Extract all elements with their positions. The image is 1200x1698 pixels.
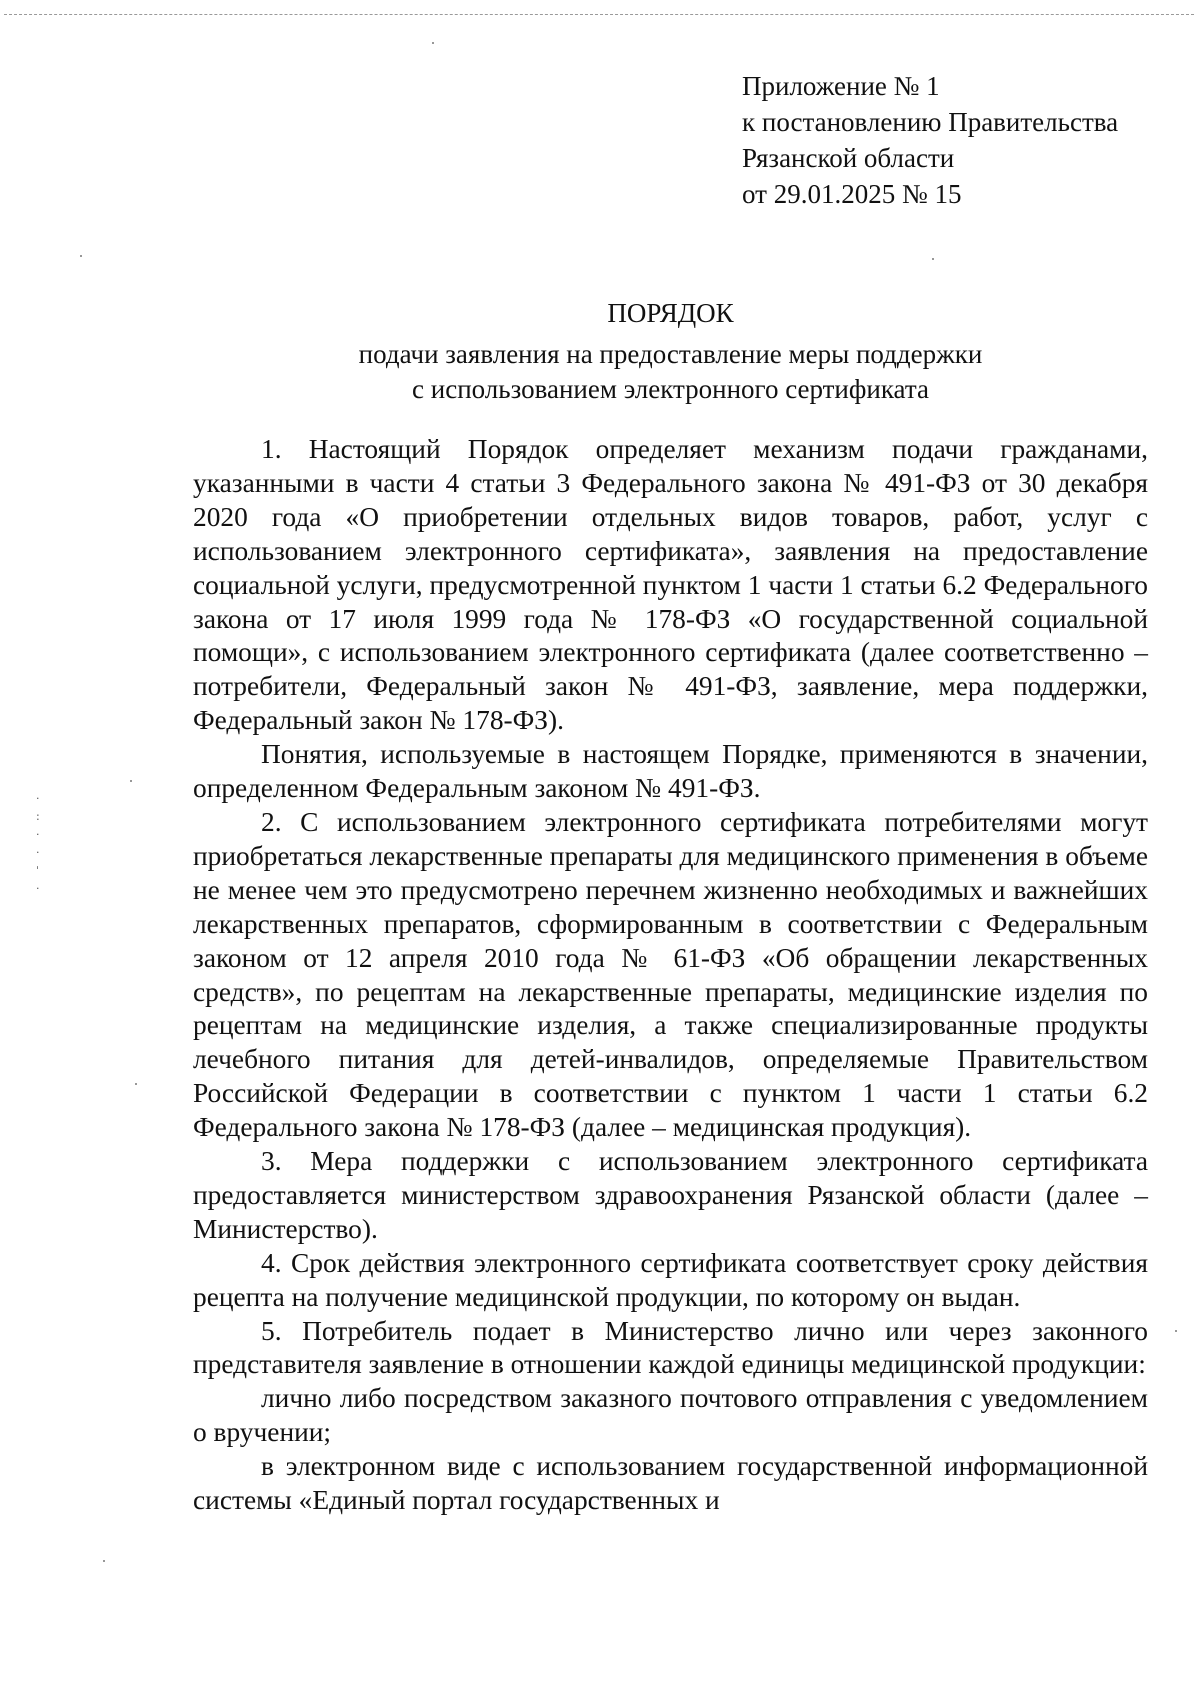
scan-speck: [103, 1560, 105, 1562]
scan-speck: [135, 1083, 137, 1085]
scan-margin-marks: · : · · ˈ ·: [36, 792, 40, 895]
scan-speck: [130, 780, 132, 782]
appendix-line-number: Приложение № 1: [742, 71, 940, 101]
paragraph-5-in-person: лично либо посредством заказного почтового отправления с уведомлением о вручении;: [193, 1383, 1148, 1448]
scan-speck: [432, 42, 434, 44]
document-subtitle: [193, 337, 1148, 407]
paragraph-3: 3. Мера поддержки с использованием электронного сертификата предоставляется министерством здравоохранения Рязанской области (далее – Министерство).: [193, 1146, 1148, 1244]
document-body: [193, 433, 1148, 1518]
appendix-header: [742, 68, 1162, 212]
appendix-line-date: от 29.01.2025 № 15: [742, 179, 962, 209]
scan-edge-line: [4, 14, 1194, 15]
appendix-line-region: Рязанской области: [742, 143, 955, 173]
paragraph-1: 1. Настоящий Порядок определяет механизм подачи гражданами, указанными в части 4 статьи 3 Федерального закона № 491-ФЗ от 30 декабря 2020 года «О приобретении отдельных видов товаров, работ, услуг с использованием электронного сертификата», заявления на предоставление социальной услуги, предусмотренной пунктом 1 части 1 статьи 6.2 Федерального закона от 17 июля 1999 года № 178-ФЗ «О государственной социальной помощи», с использованием электронного сертификата (далее соответственно – потребители, Федеральный закон № 491-ФЗ, заявление, мера поддержки, Федеральный закон № 178-ФЗ).: [193, 434, 1148, 736]
appendix-line-resolution: к постановлению Правительства: [742, 107, 1119, 137]
paragraph-2: 2. С использованием электронного сертификата потребителями могут приобретаться лекарственные препараты для медицинского применения в объеме не менее чем это предусмотрено перечнем жизненно необходимых и важнейших лекарственных препаратов, сформированным в соответствии с Федеральным законом от 12 апреля 2010 года № 61-ФЗ «Об обращении лекарственных средств», по рецептам на лекарственные препараты, медицинские изделия по рецептам на медицинские изделия, а также специализированные продукты лечебного питания для детей-инвалидов, определяемые Правительством Российской Федерации в соответствии с пунктом 1 части 1 статьи 6.2 Федерального закона № 178-ФЗ (далее – медицинская продукция).: [193, 806, 1148, 1143]
subtitle-line-1: подачи заявления на предоставление меры поддержки: [358, 339, 983, 369]
paragraph-4: 4. Срок действия электронного сертификата соответствует сроку действия рецепта на получение медицинской продукции, по которому он выдан.: [193, 1247, 1148, 1312]
paragraph-definitions: Понятия, используемые в настоящем Порядке, применяются в значении, определенном Федеральным законом № 491-ФЗ.: [193, 739, 1148, 804]
scan-speck: [932, 258, 934, 260]
scan-speck: [1175, 1330, 1177, 1332]
paragraph-5: 5. Потребитель подает в Министерство лично или через законного представителя заявление в отношении каждой единицы медицинской продукции:: [193, 1315, 1148, 1380]
scan-speck: [80, 255, 82, 257]
paragraph-5-electronic: в электронном виде с использованием государственной информационной системы «Единый портал государственных и: [193, 1451, 1148, 1516]
document-title: ПОРЯДОК: [607, 298, 734, 328]
subtitle-line-2: с использованием электронного сертификата: [412, 374, 929, 404]
